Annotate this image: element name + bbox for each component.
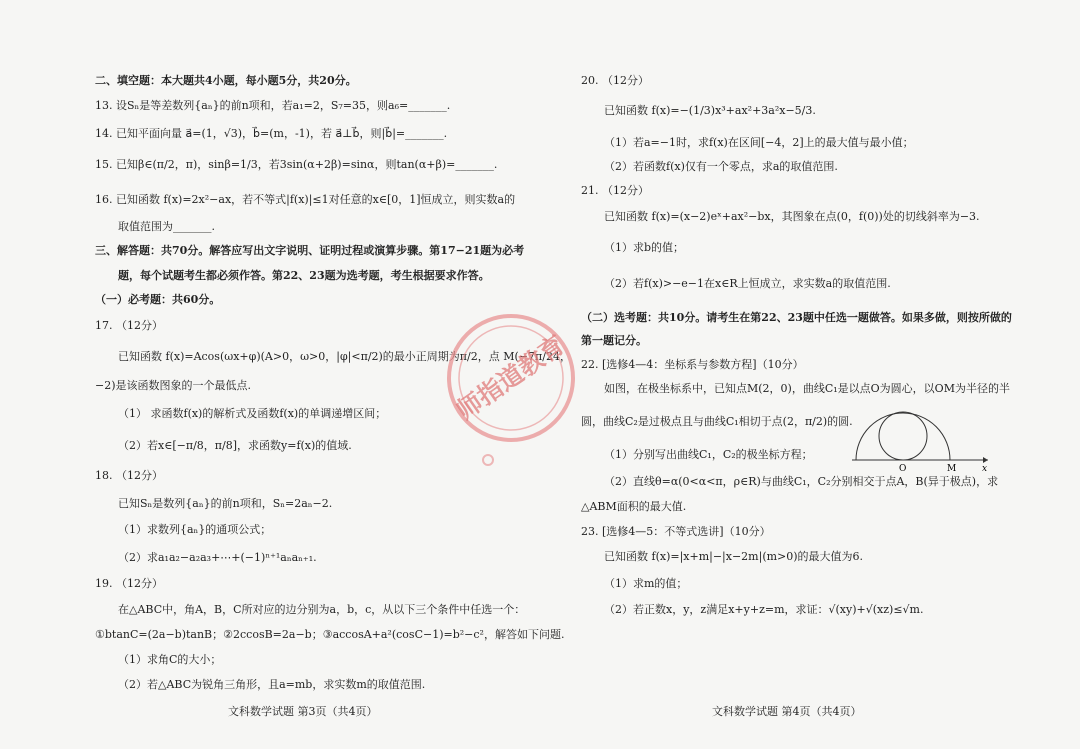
question-22-part2: （2）直线θ=α(0<α<π，ρ∈R)与曲线C₁，C₂分别相交于点A，B(异于极点)，求 xyxy=(604,475,999,488)
question-23-part1: （1）求m的值； xyxy=(604,577,688,590)
polar-figure xyxy=(848,395,998,473)
question-20-part1: （1）若a=−1时，求f(x)在区间[−4，2]上的最大值与最小值； xyxy=(604,136,914,149)
question-16: 16. 已知函数 f(x)=2x²−ax，若不等式|f(x)|≤1对任意的x∈[0，1]恒成立，则实数a的 xyxy=(95,193,516,206)
question-14: 14. 已知平面向量 a⃗=(1，√3)，b⃗=(m，-1)，若 a⃗⊥b⃗，则|b⃗|=_______. xyxy=(95,127,448,140)
question-18-header: 18. （12分） xyxy=(95,469,163,482)
question-18-body: 已知Sₙ是数列{aₙ}的前n项和，Sₙ=2aₙ−2. xyxy=(118,497,333,510)
semicircle-c1 xyxy=(856,413,950,460)
question-21-body: 已知函数 f(x)=(x−2)eˣ+ax²−bx，其图象在点(0，f(0))处的切线斜率为−3. xyxy=(604,210,980,223)
question-22-body: 如图，在极坐标系中，已知点M(2，0)，曲线C₁是以点O为圆心，以OM为半径的半 xyxy=(604,382,1010,395)
question-17-part1: （1） 求函数f(x)的解析式及函数f(x)的单调递增区间； xyxy=(118,407,387,420)
section-title-answer-cont: 题，每个试题考生都必须作答。第22、23题为选考题，考生根据要求作答。 xyxy=(118,269,490,282)
page-footer-left: 文科数学试题 第3页（共4页） xyxy=(228,705,378,718)
label-m: M xyxy=(947,464,957,473)
subsection-optional-cont: 第一题记分。 xyxy=(581,334,647,347)
question-19-header: 19. （12分） xyxy=(95,577,163,590)
question-15: 15. 已知β∈(π/2，π)，sinβ=1/3，若3sin(α+2β)=sinα，则tan(α+β)=_______. xyxy=(95,158,498,171)
question-22-part1: （1）分别写出曲线C₁，C₂的极坐标方程； xyxy=(604,448,813,461)
subsection-required: （一）必考题：共60分。 xyxy=(95,293,221,306)
section-title-fill-blank: 二、填空题：本大题共4小题，每小题5分，共20分。 xyxy=(95,74,357,87)
label-x: x xyxy=(982,464,988,473)
question-23-body: 已知函数 f(x)=|x+m|−|x−2m|(m>0)的最大值为6. xyxy=(604,550,864,563)
question-17-part2: （2）若x∈[−π/8，π/8]，求函数y=f(x)的值域. xyxy=(118,439,352,452)
question-16-cont: 取值范围为_______. xyxy=(118,220,215,233)
question-17-body: 已知函数 f(x)=Acos(ωx+φ)(A>0，ω>0，|φ|<π/2)的最小正周期为π/2，点 M(−7π/24， xyxy=(118,350,571,363)
question-18-part1: （1）求数列{aₙ}的通项公式； xyxy=(118,523,272,536)
question-23-part2: （2）若正数x，y，z满足x+y+z=m，求证：√(xy)+√(xz)≤√m. xyxy=(604,603,924,616)
watermark-text: 师指道教育 xyxy=(451,329,571,426)
axis-arrow-icon xyxy=(983,457,988,463)
label-o: O xyxy=(899,464,907,473)
question-19-part2: （2）若△ABC为锐角三角形，且a=mb，求实数m的取值范围. xyxy=(118,678,426,691)
question-17-body-cont: −2)是该函数图象的一个最低点. xyxy=(95,379,252,392)
question-19-body: 在△ABC中，角A，B，C所对应的边分别为a，b，c，从以下三个条件中任选一个： xyxy=(118,603,526,616)
page-footer-right: 文科数学试题 第4页（共4页） xyxy=(712,705,862,718)
watermark-seal xyxy=(426,300,596,470)
circle-c2 xyxy=(879,412,927,460)
question-21-part1: （1）求b的值； xyxy=(604,241,685,254)
question-20-body: 已知函数 f(x)=−(1/3)x³+ax²+3a²x−5/3. xyxy=(604,104,816,117)
question-18-part2: （2）求a₁a₂−a₂a₃+⋯+(−1)ⁿ⁺¹aₙaₙ₊₁. xyxy=(118,551,317,564)
question-22-body-cont: 圆，曲线C₂是过极点且与曲线C₁相切于点(2，π/2)的圆. xyxy=(581,415,853,428)
question-19-part1: （1）求角C的大小； xyxy=(118,653,222,666)
question-20-header: 20. （12分） xyxy=(581,74,649,87)
question-13: 13. 设Sₙ是等差数列{aₙ}的前n项和，若a₁=2，S₇=35，则a₆=_______. xyxy=(95,99,451,112)
question-20-part2: （2）若函数f(x)仅有一个零点，求a的取值范围. xyxy=(604,160,838,173)
question-22-part2-cont: △ABM面积的最大值. xyxy=(581,500,687,513)
question-21-part2: （2）若f(x)>−e−1在x∈R上恒成立，求实数a的取值范围. xyxy=(604,277,891,290)
question-22-header: 22. [选修4—4：坐标系与参数方程]（10分） xyxy=(581,358,804,371)
question-21-header: 21. （12分） xyxy=(581,184,649,197)
section-title-answer: 三、解答题：共70分。解答应写出文字说明、证明过程或演算步骤。第17−21题为必考 xyxy=(95,244,525,257)
question-19-conditions: ①btanC=(2a−b)tanB；②2ccosB=2a−b；③accosA+a²(cosC−1)=b²−c²，解答如下问题. xyxy=(95,628,565,641)
question-17-header: 17. （12分） xyxy=(95,319,163,332)
question-23-header: 23. [选修4—5：不等式选讲]（10分） xyxy=(581,525,771,538)
subsection-optional: （二）选考题：共10分。请考生在第22、23题中任选一题做答。如果多做，则按所做的 xyxy=(581,311,1012,324)
